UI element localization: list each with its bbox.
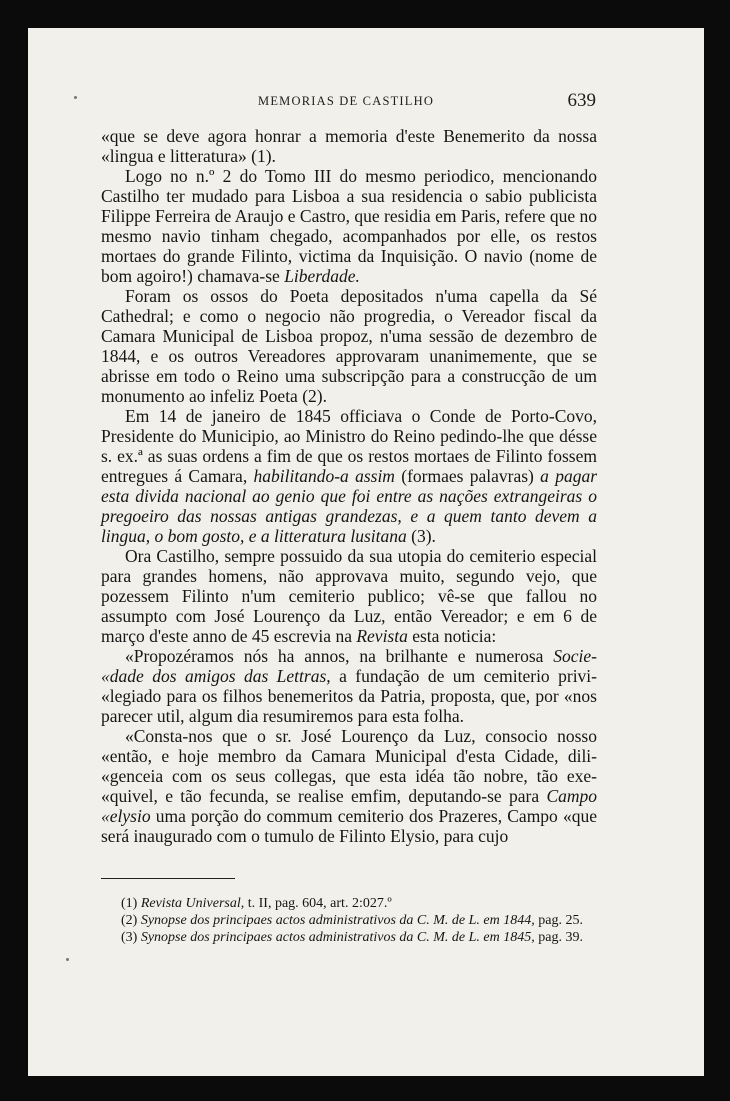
footnotes — [101, 896, 597, 947]
footnote-3-label: (3) — [121, 930, 141, 945]
running-title: MEMORIAS DE CASTILHO — [258, 94, 435, 108]
paragraph-7-text: «Consta-nos que o sr. José Lourenço da Luz, consocio nosso «então, e hoje membro da Camara Municipal d'esta Cidade, dili- «genceia com os seus collegas, que esta idéa tão nobre, tão exe- «quivel, e tão fecunda, se realise emfim, deputando-se para — [101, 726, 597, 806]
footnote-3 — [101, 930, 597, 946]
paragraph-4-text-b: (formaes palavras) — [394, 466, 541, 486]
book-page — [28, 28, 704, 1076]
campo-elysio: Campo «elysio — [101, 786, 597, 826]
paper-speck — [66, 958, 69, 961]
paragraph-3 — [101, 286, 597, 406]
paragraph-4-quote: a pagar esta divida nacional ao genio que foi entre as nações extrangeiras o pregoeiro das nossas antigas grandezas, e a quem tanto devem a lingua, o bom gosto, e a litteratura lusitana — [101, 466, 598, 546]
footnote-1-title: Revista Universal, — [140, 896, 245, 911]
body-text — [101, 126, 597, 846]
footnote-3-text: pag. 39. — [534, 930, 583, 945]
paragraph-5-text: Ora Castilho, sempre possuido da sua utopia do cemiterio especial para grandes homens, não approvava muito, segundo vejo, que pozessem Filinto n'um cemiterio publico; vê-se que fallou no assumpto com José Lourenço da Luz, então Vereador; e em 6 de março d'este anno de 45 escrevia na — [101, 546, 597, 646]
paragraph-5-text-b: esta noticia: — [407, 626, 497, 646]
paragraph-4-text-c: (3). — [406, 526, 436, 546]
page-number: 639 — [567, 90, 596, 111]
paragraph-6 — [101, 646, 597, 726]
footnote-1-label: (1) — [121, 896, 141, 911]
footnote-2-label: (2) — [121, 913, 141, 928]
paragraph-4-italic-1: habilitando-a assim — [253, 466, 395, 486]
paragraph-1-text: «que se deve agora honrar a memoria d'este Benemerito da nossa «lingua e litteratura» (1). — [101, 126, 597, 166]
footnote-1-text: t. II, pag. 604, art. 2:027.º — [244, 896, 392, 911]
paragraph-4 — [101, 406, 597, 546]
paragraph-5 — [101, 546, 597, 646]
paragraph-4-text: Em 14 de janeiro de 1845 officiava o Conde de Porto-Covo, Presidente do Municipio, ao Ministro do Reino pedindo-lhe que désse s. ex.ª as suas ordens a fim de que os restos mortaes de Filinto fossem entregues á Camara, — [101, 406, 597, 486]
paragraph-2 — [101, 166, 597, 286]
journal-name: Revista — [356, 626, 408, 646]
footnote-2 — [101, 913, 597, 929]
paragraph-3-text: Foram os ossos do Poeta depositados n'uma capella da Sé Cathedral; e como o negocio não progredia, o Vereador fiscal da Camara Municipal de Lisboa propoz, n'uma sessão de dezembro de 1844, e os outros Vereadores approvaram unanimemente, que se abrisse em todo o Reino uma subscripção para a construcção de um monumento ao infeliz Poeta (2). — [101, 286, 597, 406]
footnote-divider — [101, 878, 235, 879]
footnote-2-text: pag. 25. — [534, 913, 583, 928]
paragraph-7-text-b: uma porção do commum cemiterio dos Prazeres, Campo «que será inaugurado com o tumulo de Filinto Elysio, para cujo — [101, 806, 597, 846]
ship-name: Liberdade. — [284, 266, 360, 286]
footnote-2-title: Synopse dos principaes actos administrativos da C. M. de L. em 1844, — [140, 913, 535, 928]
paragraph-6-text-b: a fundação de um cemiterio privi- «legiado para os filhos benemeritos da Patria, proposta, que, por «nos parecer util, algum dia resumiremos para esta folha. — [101, 666, 597, 726]
paragraph-7 — [101, 726, 597, 846]
paragraph-2-text: Logo no n.º 2 do Tomo III do mesmo periodico, mencionando Castilho ter mudado para Lisboa a sua residencia o sabio publicista Filippe Ferreira de Araujo e Castro, que residia em Paris, refere que no mesmo navio tinham chegado, acompanhados por elle, os restos mortaes do grande Filinto, victima da Inquisição. O navio (nome de bom agoiro!) chamava-se — [101, 166, 597, 286]
paper-speck — [74, 96, 77, 99]
paragraph-6-text: «Propozéramos nós ha annos, na brilhante e numerosa — [125, 646, 554, 666]
footnote-1 — [101, 896, 597, 912]
footnote-3-title: Synopse dos principaes actos administrativos da C. M. de L. em 1845, — [140, 930, 535, 945]
society-name: Socie- «dade dos amigos das Lettras, — [101, 646, 597, 686]
page-header — [28, 90, 704, 114]
paragraph-1 — [101, 126, 597, 166]
